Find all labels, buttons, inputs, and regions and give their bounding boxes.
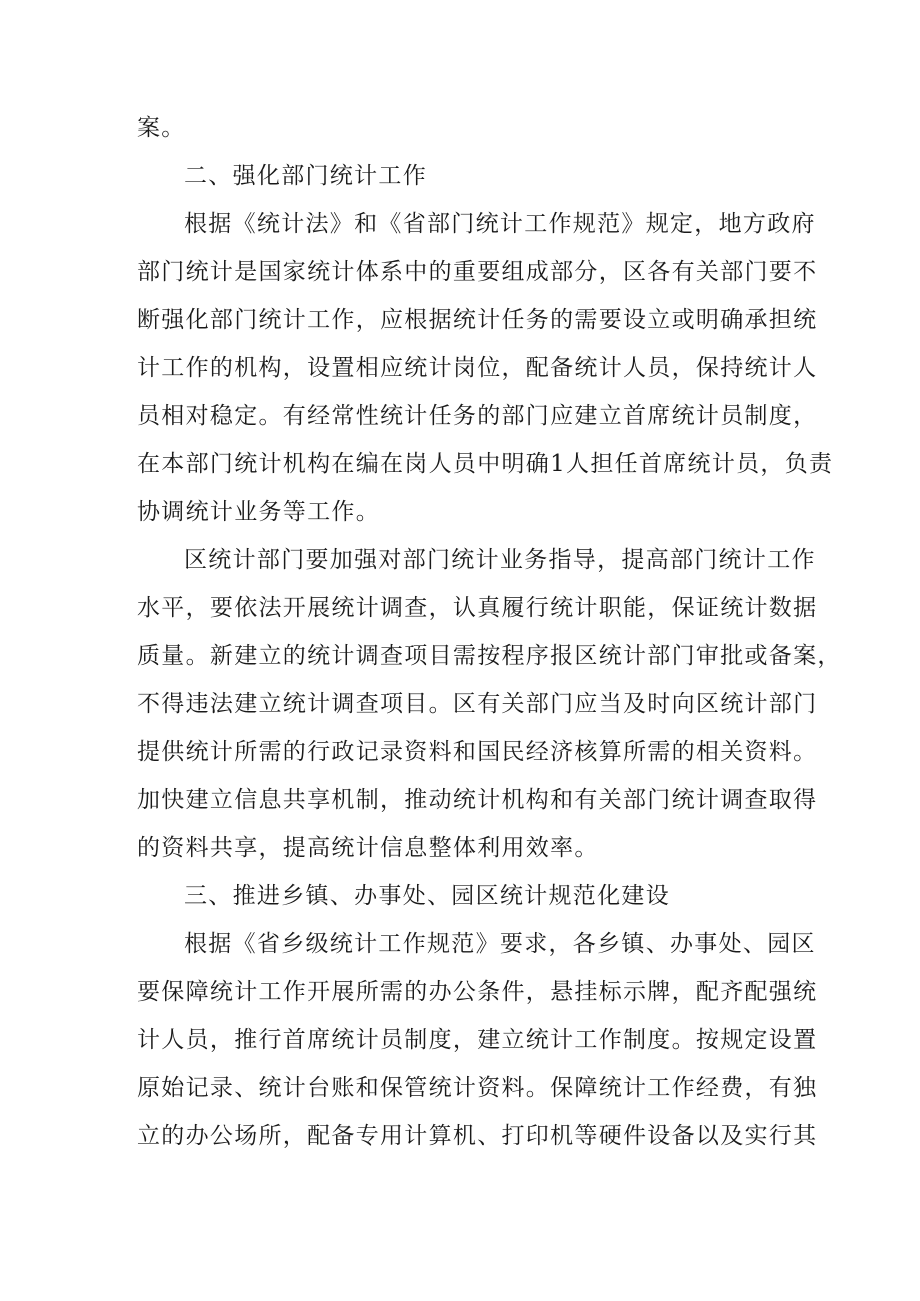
- paragraph-line: 案。: [137, 115, 186, 141]
- paragraph-line: 计工作的机构，设置相应统计岗位，配备统计人员，保持统计人: [137, 355, 818, 381]
- paragraph-line: 原始记录、统计台账和保管统计资料。保障统计工作经费，有独: [137, 1075, 818, 1101]
- section-heading: 三、推进乡镇、办事处、园区统计规范化建设: [184, 883, 670, 909]
- paragraph-line: 根据《统计法》和《省部门统计工作规范》规定，地方政府: [184, 211, 816, 237]
- paragraph-line: 水平，要依法开展统计调查，认真履行统计职能，保证统计数据: [137, 595, 818, 621]
- paragraph-line: 立的办公场所，配备专用计算机、打印机等硬件设备以及实行其: [137, 1123, 818, 1149]
- paragraph-line: 在本部门统计机构在编在岗人员中明确1人担任首席统计员，负责: [137, 451, 834, 477]
- paragraph-line: 质量。新建立的统计调查项目需按程序报区统计部门审批或备案，: [137, 643, 842, 669]
- paragraph-line: 要保障统计工作开展所需的办公条件，悬挂标示牌，配齐配强统: [137, 979, 818, 1005]
- paragraph-line: 协调统计业务等工作。: [137, 499, 380, 525]
- paragraph-line: 区统计部门要加强对部门统计业务指导，提高部门统计工作: [184, 547, 816, 573]
- paragraph-line: 员相对稳定。有经常性统计任务的部门应建立首席统计员制度，: [137, 403, 818, 429]
- paragraph-line: 加快建立信息共享机制，推动统计机构和有关部门统计调查取得: [137, 787, 818, 813]
- paragraph-line: 部门统计是国家统计体系中的重要组成部分，区各有关部门要不: [137, 259, 818, 285]
- paragraph-line: 根据《省乡级统计工作规范》要求，各乡镇、办事处、园区: [184, 931, 816, 957]
- paragraph-line: 的资料共享，提高统计信息整体利用效率。: [137, 835, 599, 861]
- paragraph-line: 断强化部门统计工作，应根据统计任务的需要设立或明确承担统: [137, 307, 818, 333]
- paragraph-line: 计人员，推行首席统计员制度，建立统计工作制度。按规定设置: [137, 1027, 818, 1053]
- section-heading: 二、强化部门统计工作: [184, 163, 427, 189]
- paragraph-line: 提供统计所需的行政记录资料和国民经济核算所需的相关资料。: [137, 739, 818, 765]
- paragraph-line: 不得违法建立统计调查项目。区有关部门应当及时向区统计部门: [137, 691, 818, 717]
